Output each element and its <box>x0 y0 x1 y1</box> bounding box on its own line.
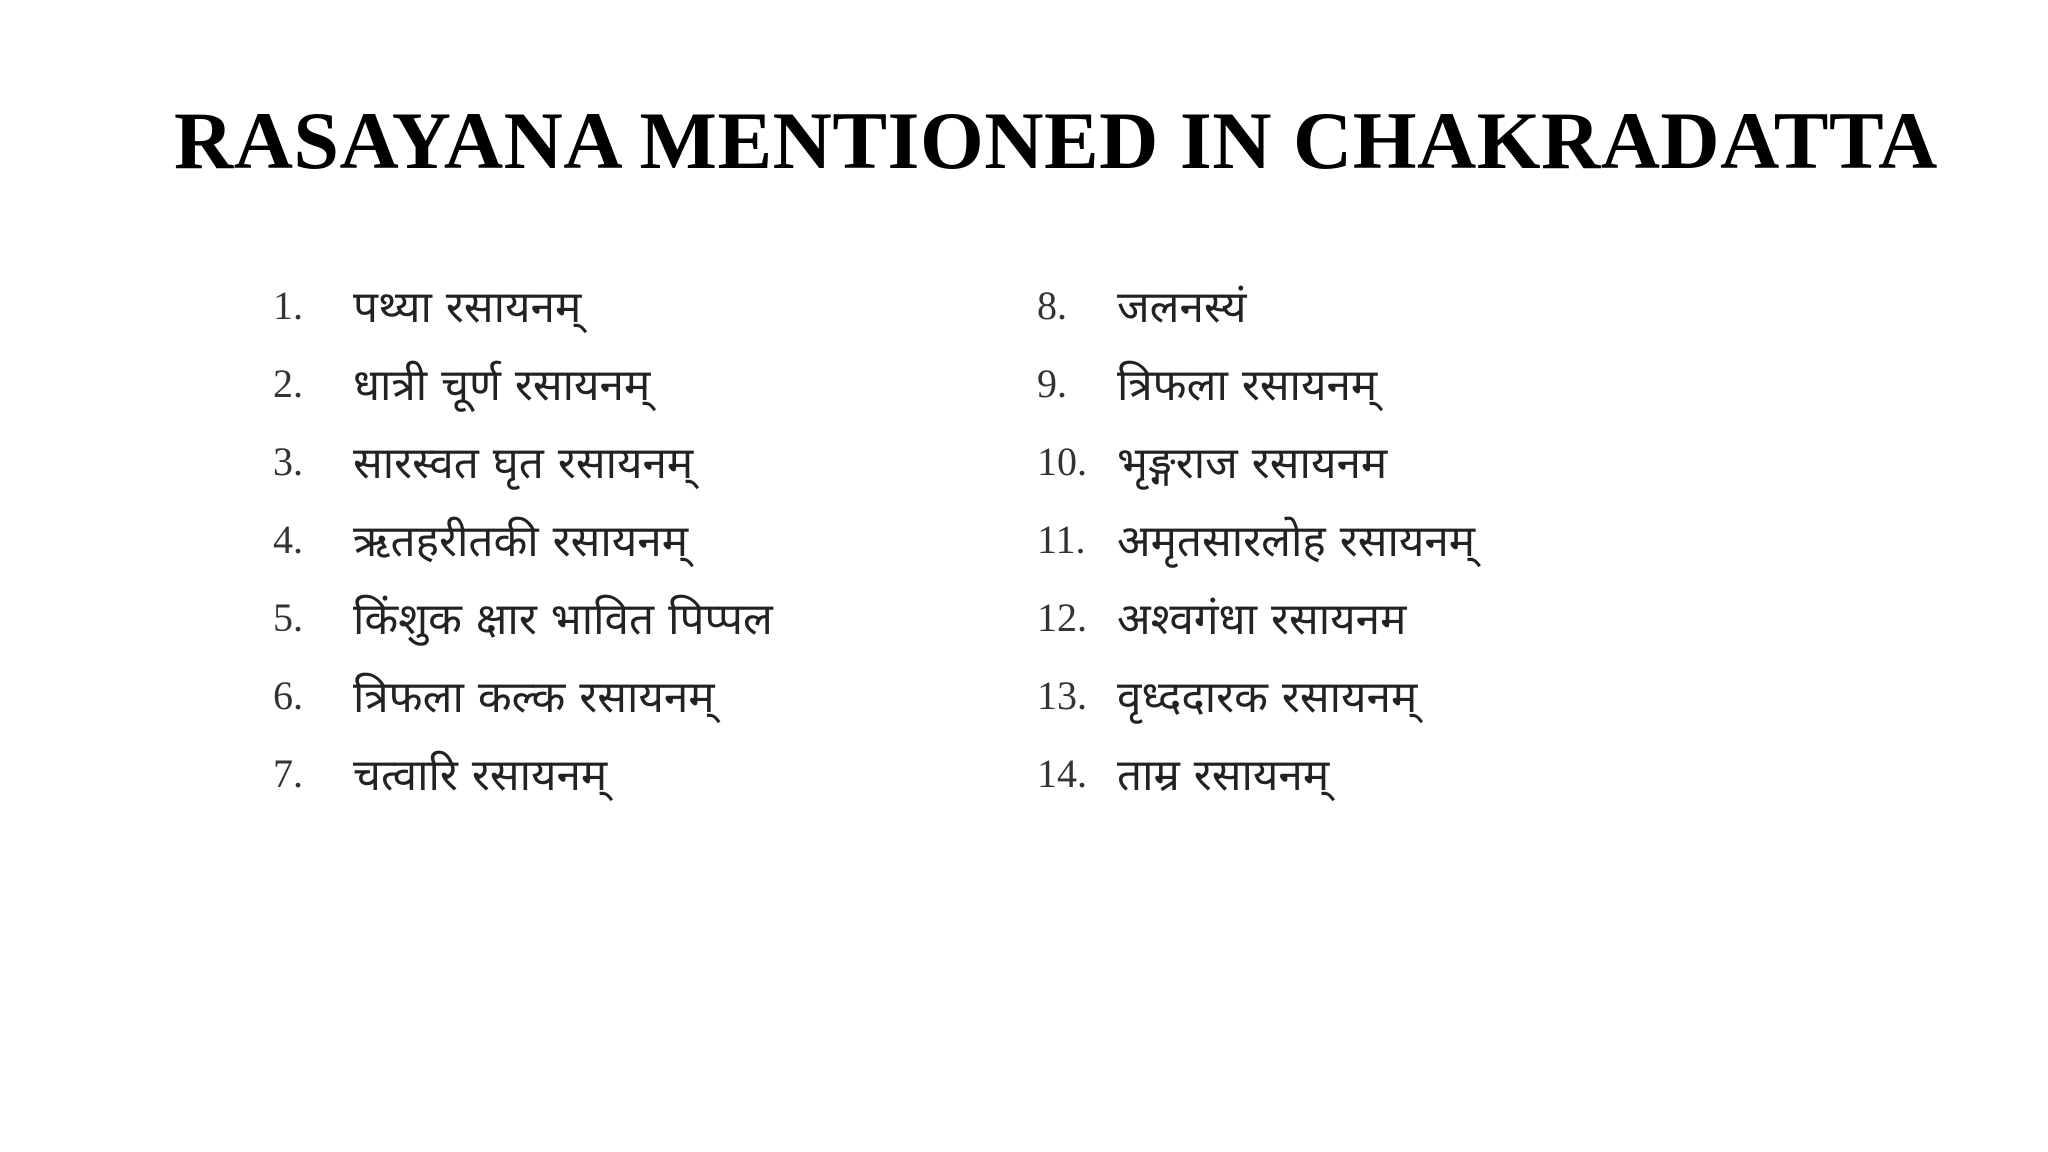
item-number: 12. <box>1037 594 1087 640</box>
item-text: धात्री चूर्ण रसायनम् <box>353 360 651 411</box>
item-number: 10. <box>1037 438 1087 484</box>
list-item <box>273 578 773 656</box>
list-item <box>1037 422 1475 500</box>
item-text: ऋतहरीतकी रसायनम् <box>353 516 689 567</box>
list-item <box>1037 500 1475 578</box>
item-text: चत्वारि रसायनम् <box>353 750 608 801</box>
list-item <box>1037 578 1475 656</box>
item-number: 7. <box>273 750 303 796</box>
item-number: 1. <box>273 282 303 328</box>
item-number: 5. <box>273 594 303 640</box>
item-text: अमृतसारलोह रसायनम् <box>1117 516 1476 567</box>
rasayana-list-left <box>273 266 773 812</box>
item-text: किंशुक क्षार भावित पिप्पल <box>353 594 773 645</box>
item-number: 2. <box>273 360 303 406</box>
item-text: पथ्या रसायनम् <box>353 282 582 333</box>
item-text: जलनस्यं <box>1117 282 1247 333</box>
list-item <box>1037 266 1475 344</box>
item-text: त्रिफला कल्क रसायनम् <box>353 672 715 723</box>
item-text: सारस्वत घृत रसायनम् <box>353 438 694 489</box>
list-item <box>273 266 773 344</box>
item-text: अश्वगंधा रसायनम <box>1117 594 1407 645</box>
item-text: त्रिफला रसायनम् <box>1117 360 1378 411</box>
list-item <box>273 422 773 500</box>
list-item <box>273 734 773 812</box>
rasayana-list-right <box>1037 266 1475 812</box>
list-item <box>1037 734 1475 812</box>
item-text: भृङ्गराज रसायनम <box>1117 438 1388 489</box>
item-number: 4. <box>273 516 303 562</box>
list-item <box>273 656 773 734</box>
item-number: 6. <box>273 672 303 718</box>
list-item <box>1037 344 1475 422</box>
item-number: 13. <box>1037 672 1087 718</box>
slide-title: RASAYANA MENTIONED IN CHAKRADATTA <box>174 95 1938 186</box>
item-number: 3. <box>273 438 303 484</box>
item-text: ताम्र रसायनम् <box>1117 750 1330 801</box>
item-number: 8. <box>1037 282 1067 328</box>
list-item <box>273 500 773 578</box>
item-text: वृध्ददारक रसायनम् <box>1117 672 1418 723</box>
item-number: 11. <box>1037 516 1086 562</box>
item-number: 14. <box>1037 750 1087 796</box>
item-number: 9. <box>1037 360 1067 406</box>
list-item <box>273 344 773 422</box>
list-item <box>1037 656 1475 734</box>
